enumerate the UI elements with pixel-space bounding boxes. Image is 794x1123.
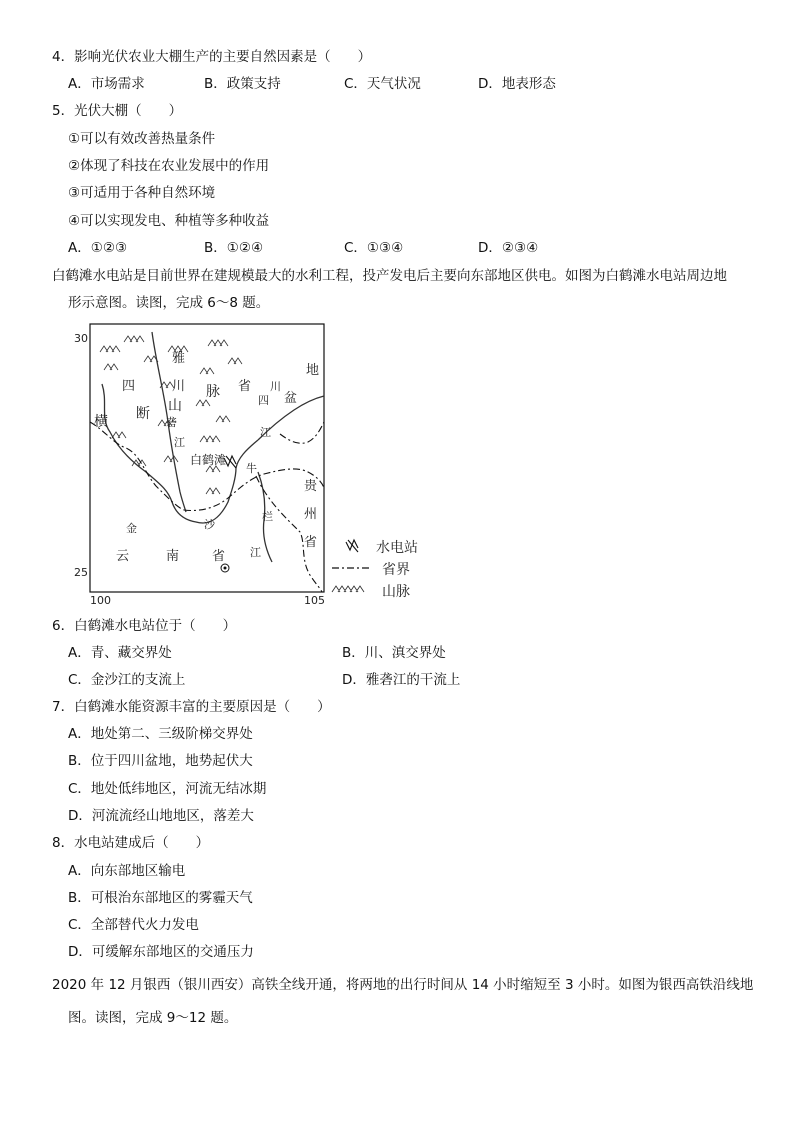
label-niu: 牛 — [246, 462, 257, 475]
q6-option-c: C．金沙江的支流上 — [68, 672, 186, 688]
q5-statement-4: ④可以实现发电、种植等多种收益 — [68, 213, 270, 229]
q7-option-b: B．位于四川盆地，地势起伏大 — [68, 753, 253, 769]
q5-statement-1: ①可以有效改善热量条件 — [68, 131, 216, 147]
province-boundaries — [90, 422, 324, 592]
q4-options — [68, 74, 628, 94]
q4-stem: 4．影响光伏农业大棚生产的主要自然因素是（ ） — [52, 49, 372, 65]
q5-stem: 5．光伏大棚（ ） — [52, 103, 183, 119]
intro1-line2: 形示意图。读图，完成 6～8 题。 — [68, 295, 270, 311]
q5-option-d: D．②③④ — [478, 240, 539, 256]
label-jiang1: 江 — [174, 436, 185, 449]
label-sheng1: 省 — [238, 379, 252, 394]
q6-stem: 6．白鹤滩水电站位于（ ） — [52, 618, 237, 634]
label-sheng3: 省 — [212, 549, 226, 564]
label-si: 四 — [122, 379, 136, 394]
label-shan: 山 — [168, 398, 182, 414]
q8-option-c: C．全部替代火力发电 — [68, 917, 199, 933]
label-jin: 金 — [126, 522, 137, 535]
lon-100-label: 100 — [90, 594, 111, 607]
q6-option-b: B．川、滇交界处 — [342, 645, 446, 661]
lat-25-label: 25 — [74, 566, 88, 579]
label-heng: 横 — [94, 414, 108, 430]
q6-options-row1 — [68, 643, 628, 663]
label-sha: 沙 — [204, 518, 215, 531]
label-di: 地 — [306, 363, 320, 378]
label-duan: 断 — [136, 406, 150, 422]
legend-mountain-icon — [332, 586, 364, 592]
q4-option-b: B．政策支持 — [204, 76, 281, 92]
label-ya: 雅 — [172, 351, 186, 366]
q6-options-row2 — [68, 670, 628, 690]
label-si2: 四 — [258, 394, 269, 407]
label-chuan2: 川 — [270, 380, 281, 393]
q5-option-c: C．①③④ — [344, 240, 404, 256]
q5-option-a: A．①②③ — [68, 240, 128, 256]
mountain-symbols — [100, 336, 242, 494]
label-zhou: 州 — [304, 507, 318, 522]
label-jiang3: 江 — [250, 546, 261, 559]
label-jiang2: 江 — [260, 426, 271, 439]
label-mai: 脉 — [206, 384, 220, 400]
intro2-line2: 图。读图，完成 9～12 题。 — [68, 1010, 238, 1026]
q7-stem: 7．白鹤滩水能资源丰富的主要原因是（ ） — [52, 699, 331, 715]
q6-option-d: D．雅砻江的干流上 — [342, 672, 461, 688]
q5-statement-2: ②体现了科技在农业发展中的作用 — [68, 158, 270, 174]
terrain-map — [60, 322, 440, 612]
label-pen: 盆 — [284, 391, 298, 406]
label-sheng2: 省 — [304, 535, 318, 550]
q7-option-c: C．地处低纬地区，河流无结冰期 — [68, 781, 267, 797]
label-lan: 栏 — [262, 510, 273, 523]
q8-option-b: B．可根治东部地区的雾霾天气 — [68, 890, 253, 906]
legend-station-label: 水电站 — [376, 540, 418, 556]
q7-option-a: A．地处第二、三级阶梯交界处 — [68, 726, 253, 742]
label-baihetan: 白鹤滩 — [190, 453, 227, 467]
map-legend — [332, 539, 418, 600]
label-chuan: 川 — [172, 379, 186, 394]
lon-105-label: 105 — [304, 594, 325, 607]
label-long: 砻 — [166, 416, 177, 429]
label-yun: 云 — [116, 549, 130, 564]
q5-statement-3: ③可适用于各种自然环境 — [68, 185, 216, 201]
lat-30-label: 30 — [74, 332, 88, 345]
kunming-symbol — [221, 564, 229, 572]
q8-option-d: D．可缓解东部地区的交通压力 — [68, 944, 254, 960]
q8-stem: 8．水电站建成后（ ） — [52, 835, 210, 851]
legend-boundary-label: 省界 — [382, 562, 410, 578]
label-nan: 南 — [166, 549, 180, 564]
legend-mountain-label: 山脉 — [382, 584, 410, 600]
label-gui: 贵 — [304, 479, 318, 494]
q6-option-a: A．青、藏交界处 — [68, 645, 172, 661]
q4-option-d: D．地表形态 — [478, 76, 556, 92]
q4-option-a: A．市场需求 — [68, 76, 145, 92]
q5-options — [68, 238, 628, 258]
q5-option-b: B．①②④ — [204, 240, 264, 256]
terrain-map-svg — [60, 322, 440, 612]
intro2-line1: 2020 年 12 月银西（银川西安）高铁全线开通，将两地的出行时间从 14 小时缩短至 3 小时。如图为银西高铁沿线地 — [52, 977, 754, 993]
q7-option-d: D．河流流经山地地区，落差大 — [68, 808, 254, 824]
intro1-line1: 白鹤滩水电站是目前世界在建规模最大的水利工程，投产发电后主要向东部地区供电。如图为白鹤滩水电站周边地 — [52, 268, 727, 284]
q4-option-c: C．天气状况 — [344, 76, 421, 92]
legend-station-icon — [346, 540, 358, 552]
q8-option-a: A．向东部地区输电 — [68, 863, 186, 879]
